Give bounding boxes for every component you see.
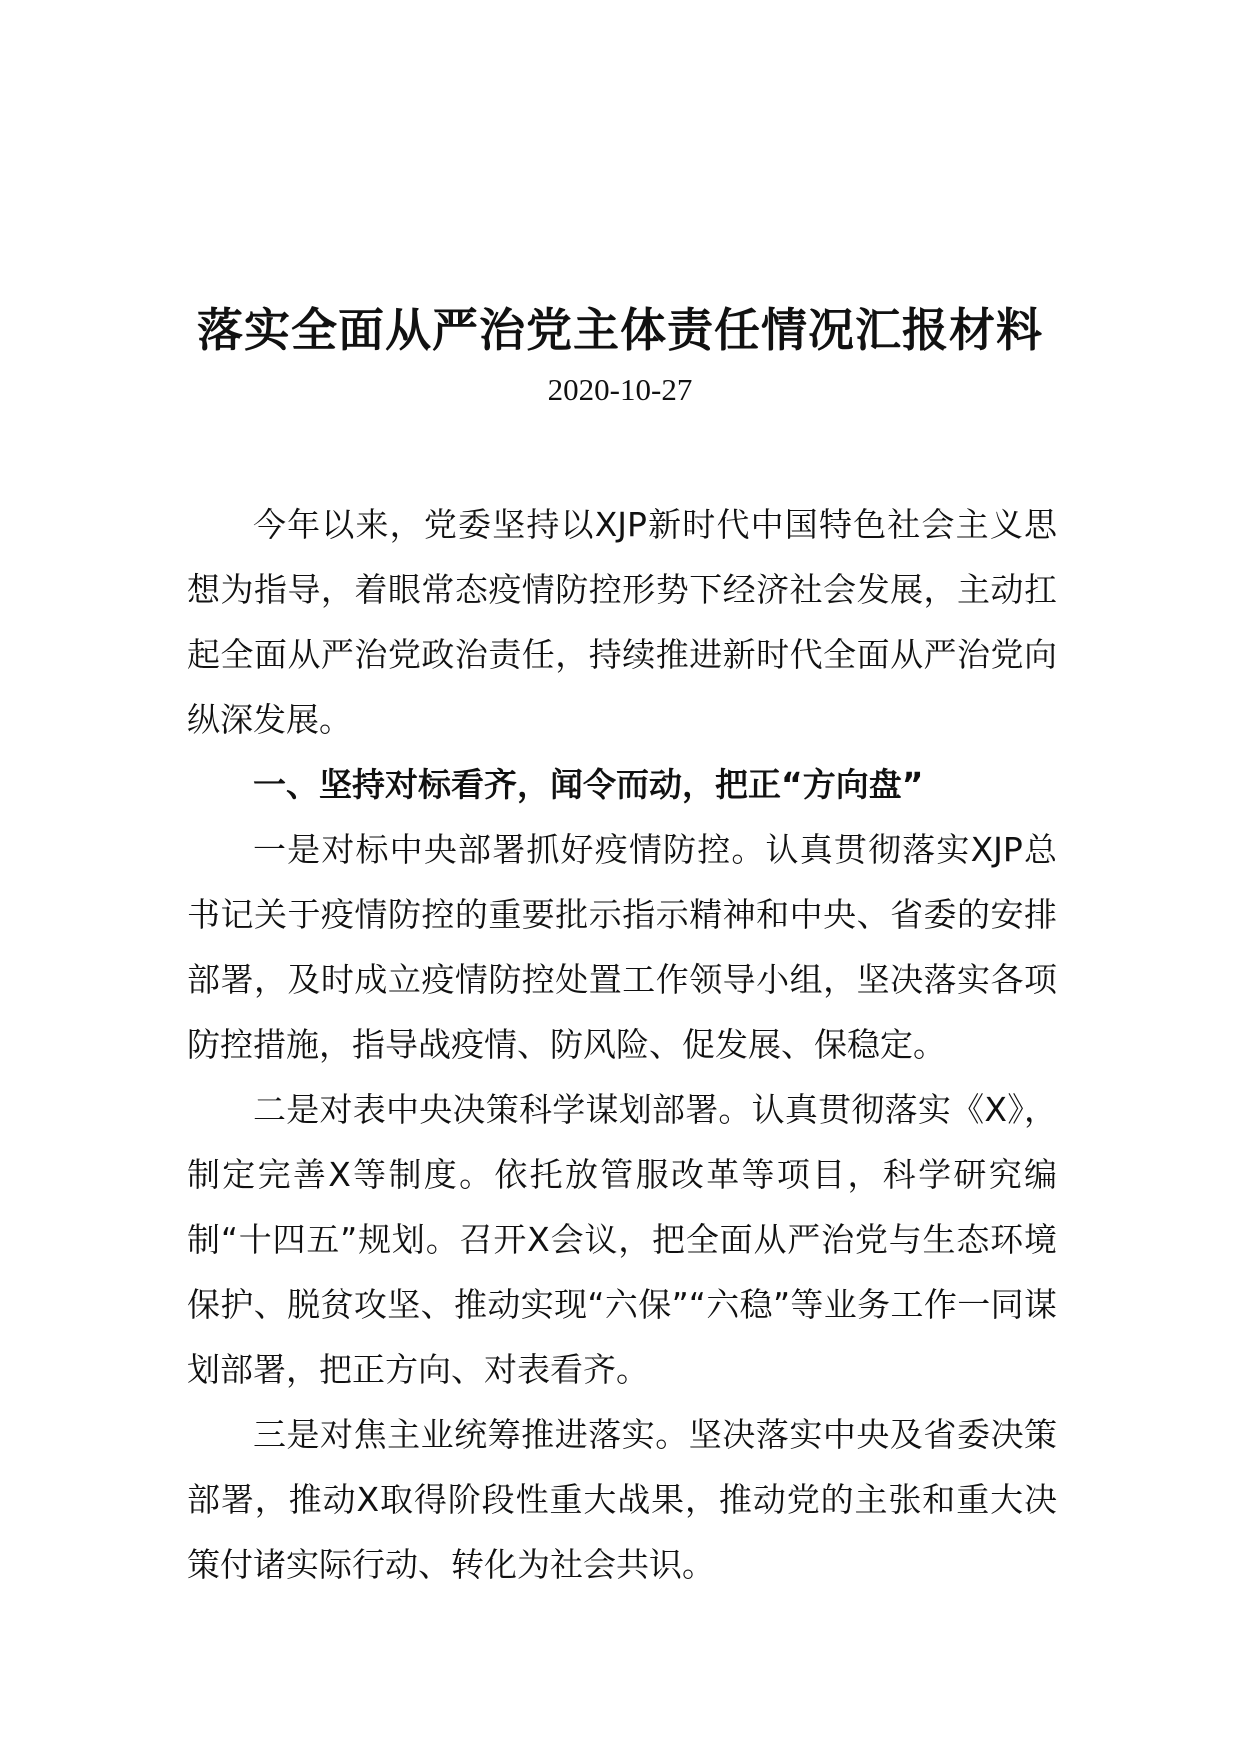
document-date: 2020-10-27	[547, 372, 693, 407]
document-title: 落实全面从严治党主体责任情况汇报材料	[197, 303, 1043, 357]
section-heading-1: 一、坚持对标看齐，闻令而动，把正“方向盘”	[253, 765, 924, 804]
paragraph-item-2: 二是对表中央决策科学谋划部署。认真贯彻落实《X》，制定完善X等制度。依托放管服改革等项目，科学研究编制“十四五”规划。召开X会议，把全面从严治党与生态环境保护、脱贫攻坚、推动实现“六保”“六稳”等业务工作一同谋划部署，把正方向、对表看齐。	[187, 1090, 1057, 1389]
intro-paragraph: 今年以来，党委坚持以XJP新时代中国特色社会主义思想为指导，着眼常态疫情防控形势下经济社会发展，主动扛起全面从严治党政治责任，持续推进新时代全面从严治党向纵深发展。	[187, 505, 1057, 739]
paragraph-item-1: 一是对标中央部署抓好疫情防控。认真贯彻落实XJP总书记关于疫情防控的重要批示指示精神和中央、省委的安排部署，及时成立疫情防控处置工作领导小组，坚决落实各项防控措施，指导战疫情、防风险、促发展、保稳定。	[187, 830, 1057, 1064]
paragraph-item-3: 三是对焦主业统筹推进落实。坚决落实中央及省委决策部署，推动X取得阶段性重大战果，推动党的主张和重大决策付诸实际行动、转化为社会共识。	[187, 1415, 1057, 1584]
document-body	[187, 492, 1057, 1597]
